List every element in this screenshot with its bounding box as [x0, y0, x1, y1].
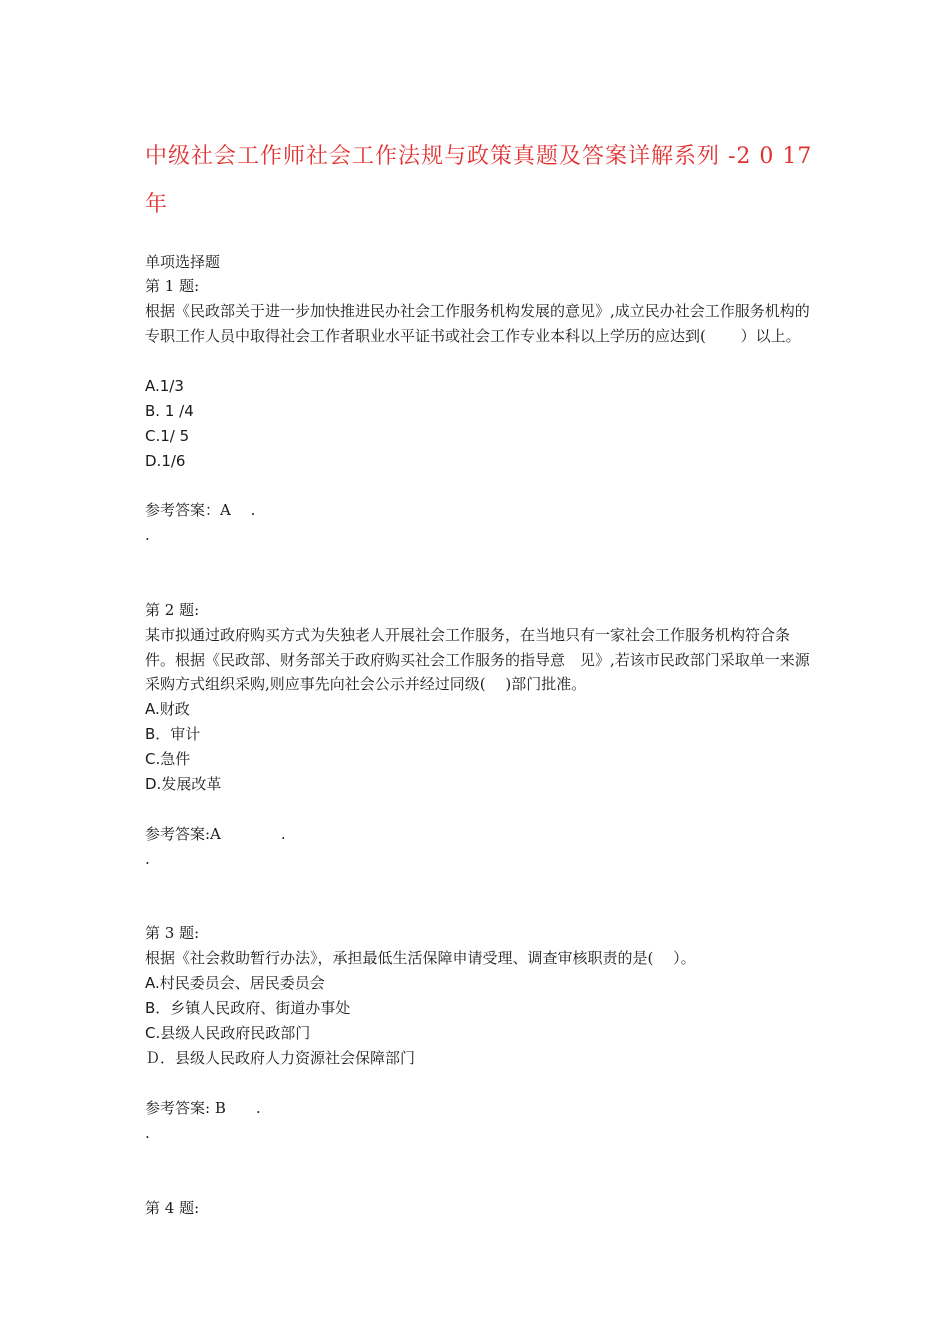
question-3-option-c: C.县级人民政府民政部门	[145, 1024, 311, 1042]
question-3-option-a: A.村民委员会、居民委员会	[145, 974, 325, 992]
question-3-option-b: B．乡镇人民政府、街道办事处	[145, 999, 351, 1017]
question-3-label: 第 3 题:	[145, 924, 200, 942]
question-1-option-b: B. 1 /4	[145, 402, 194, 420]
question-3-dot: .	[145, 1124, 150, 1142]
document-title: 中级社会工作师社会工作法规与政策真题及答案详解系列 -2 0 17年	[145, 144, 813, 217]
question-2-answer: 参考答案:A .	[145, 825, 286, 843]
question-2-option-a: A.财政	[145, 700, 190, 718]
question-2-option-c: C.急件	[145, 750, 191, 768]
question-1-answer: 参考答案：A .	[145, 501, 256, 519]
question-2-option-b: B．审计	[145, 725, 201, 743]
question-1-dot: .	[145, 526, 150, 544]
question-1-stem: 根据《民政部关于进一步加快推进民办社会工作服务机构发展的意见》,成立民办社会工作服务机构的专职工作人员中取得社会工作者职业水平证书或社会工作专业本科以上学历的应达到( ）以上。	[145, 302, 810, 345]
section-label: 单项选择题	[145, 253, 221, 271]
question-3-stem: 根据《社会救助暂行办法》，承担最低生活保障申请受理、调查审核职责的是( ）。	[145, 949, 696, 967]
question-2-stem: 某市拟通过政府购买方式为失独老人开展社会工作服务，在当地只有一家社会工作服务机构符合条件。根据《民政部、财务部关于政府购买社会工作服务的指导意 见》,若该市民政部门采取单一来源采购方式组织采购,则应事先向社会公示并经过同级( )部门批准。	[145, 626, 810, 693]
question-2-label: 第 2 题:	[145, 601, 200, 619]
question-1-label: 第 1 题:	[145, 277, 200, 295]
question-2-dot: .	[145, 850, 150, 868]
question-1-option-c: C.1/ 5	[145, 427, 190, 445]
question-4-label: 第 4 题:	[145, 1199, 200, 1217]
question-3-answer: 参考答案: B .	[145, 1099, 261, 1117]
question-1-option-a: A.1/3	[145, 377, 184, 395]
question-2-option-d: D.发展改革	[145, 775, 222, 793]
question-3-option-d: Ｄ．县级人民政府人力资源社会保障部门	[145, 1049, 416, 1067]
question-1-option-d: D.1/6	[145, 452, 186, 470]
